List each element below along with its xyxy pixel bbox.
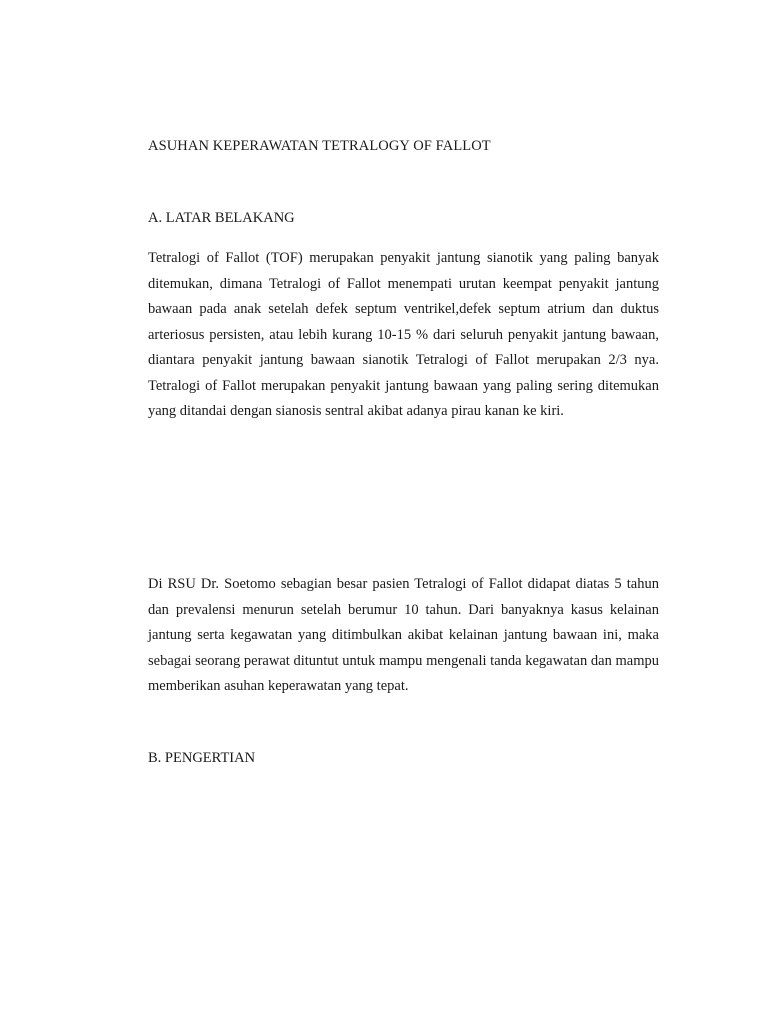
document-title: ASUHAN KEPERAWATAN TETRALOGY OF FALLOT — [148, 138, 491, 154]
paragraph-latar-belakang-2: Di RSU Dr. Soetomo sebagian besar pasien Tetralogi of Fallot didapat diatas 5 tahun dan prevalensi menurun setelah berumur 10 tahun. Dari banyaknya kasus kelainan jantung serta kegawatan yang ditimbulkan akibat kelainan jantung bawaan ini, maka sebagai seorang perawat dituntut untuk mampu mengenali tanda kegawatan dan mampu memberikan asuhan keperawatan yang tepat. — [148, 576, 659, 694]
section-heading-pengertian: B. PENGERTIAN — [148, 750, 256, 766]
paragraph-latar-belakang-1: Tetralogi of Fallot (TOF) merupakan penyakit jantung sianotik yang paling banyak ditemukan, dimana Tetralogi of Fallot menempati urutan keempat penyakit jantung bawaan pada anak setelah defek septum ventrikel,defek septum atrium dan duktus arteriosus persisten, atau lebih kurang 10-15 % dari seluruh penyakit jantung bawaan, diantara penyakit jantung bawaan sianotik Tetralogi of Fallot merupakan 2/3 nya. Tetralogi of Fallot merupakan penyakit jantung bawaan yang paling sering ditemukan yang ditandai dengan sianosis sentral akibat adanya pirau kanan ke kiri. — [148, 250, 659, 419]
section-heading-latar-belakang: A. LATAR BELAKANG — [148, 210, 295, 226]
